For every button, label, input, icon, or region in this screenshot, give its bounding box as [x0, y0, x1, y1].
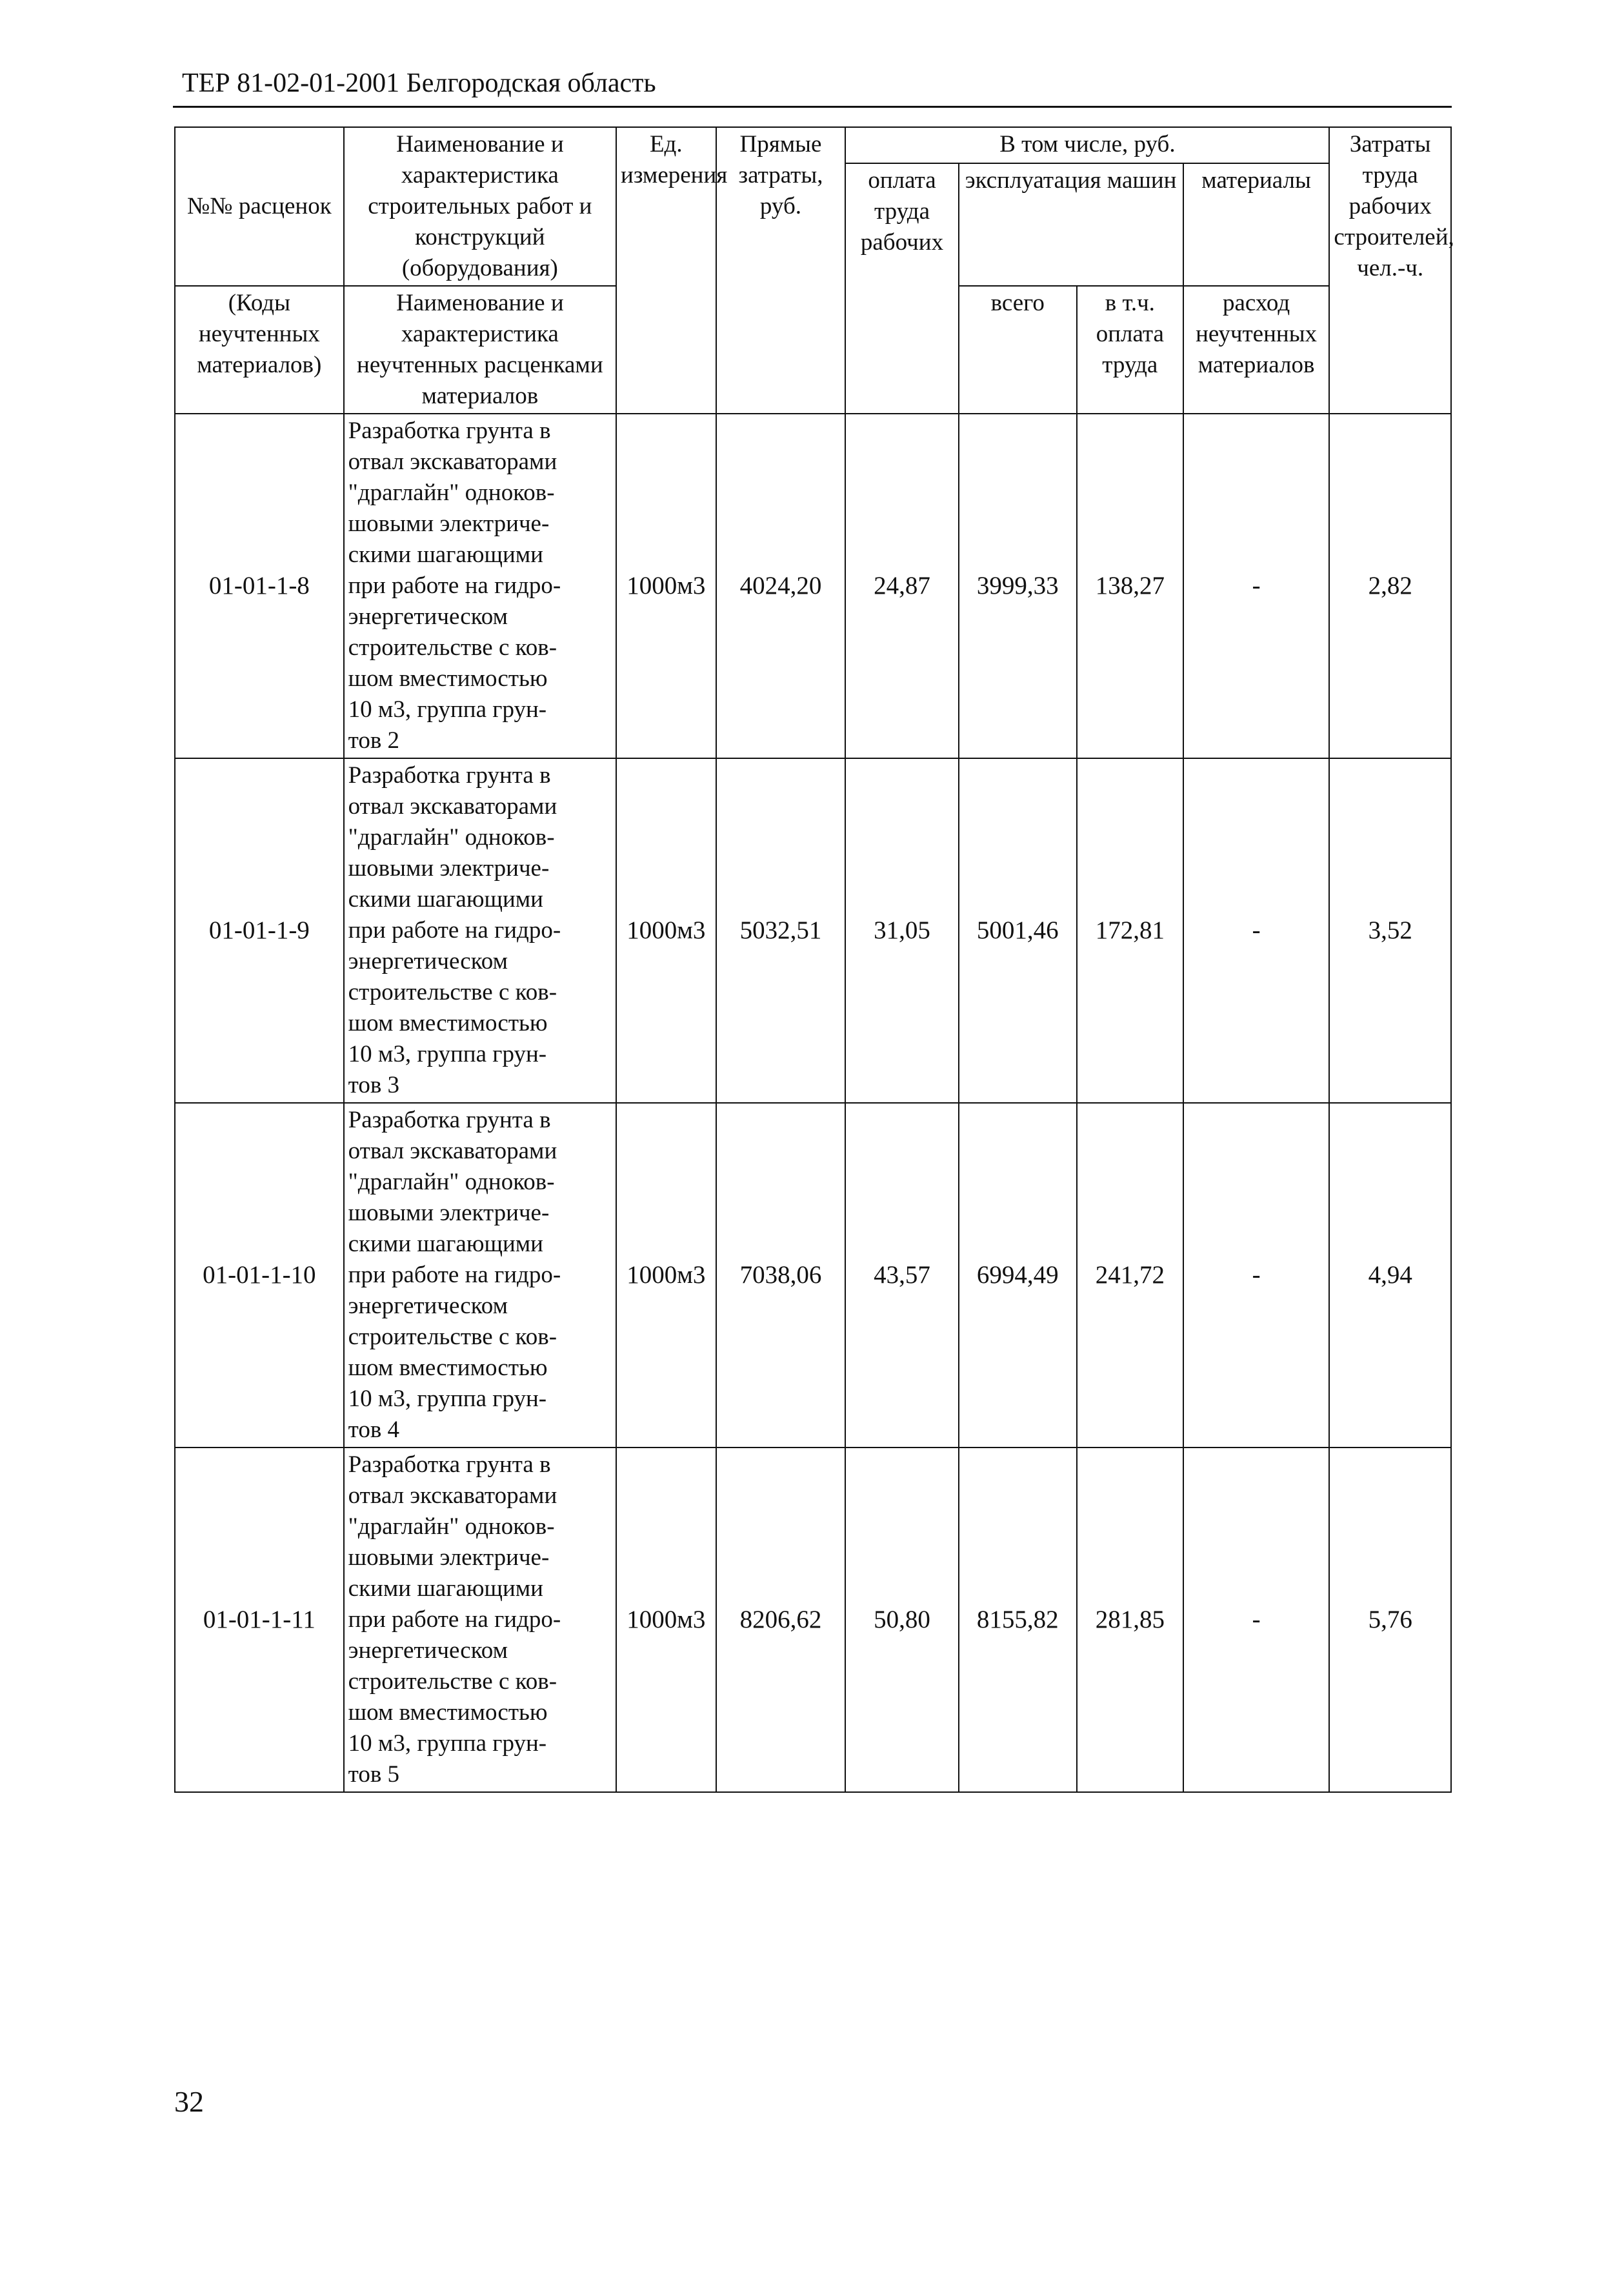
description-line: скими шагающими	[348, 886, 543, 913]
direct-costs-cell: 7038,06	[716, 1103, 846, 1448]
document-header: ТЕР 81-02-01-2001 Белгородская область	[182, 68, 656, 98]
rate-code: 01-01-1-11	[175, 1448, 344, 1792]
table-row	[175, 414, 1451, 758]
description-line: Разработка грунта в	[348, 1107, 551, 1133]
unit-cell: 1000м3	[616, 758, 716, 1103]
header-rule	[173, 106, 1452, 108]
description-line: шовыми электриче-	[348, 1200, 550, 1226]
materials-cell: -	[1183, 1103, 1330, 1448]
description-line: энергетическом	[348, 1293, 508, 1319]
description-line: "драглайн" одноков-	[348, 824, 555, 851]
direct-costs-cell: 4024,20	[716, 414, 846, 758]
machines-labor-cell: 138,27	[1077, 414, 1183, 758]
description-line: при работе на гидро-	[348, 1262, 561, 1288]
table-row	[175, 1448, 1451, 1792]
header-materials-unaccounted: расход неучтенных материалов	[1183, 286, 1330, 414]
table-header	[175, 127, 1454, 414]
labor-pay-cell: 43,57	[845, 1103, 958, 1448]
header-code: №№ расценок	[175, 127, 344, 286]
description-line: Разработка грунта в	[348, 418, 551, 444]
description-line: 10 м3, группа грун-	[348, 696, 547, 723]
description-line: 10 м3, группа грун-	[348, 1730, 547, 1757]
description-line: строительстве с ков-	[348, 1668, 557, 1695]
table-row	[175, 758, 1451, 1103]
rates-table	[174, 126, 1452, 1793]
description-line: строительстве с ков-	[348, 1324, 557, 1350]
description-line: тов 5	[348, 1761, 400, 1788]
description-line: Разработка грунта в	[348, 1451, 551, 1478]
description-line: шовыми электриче-	[348, 510, 550, 537]
header-including: В том числе, руб.	[845, 127, 1329, 163]
labor-pay-cell: 24,87	[845, 414, 958, 758]
labor-hours-cell: 2,82	[1329, 414, 1451, 758]
machines-labor-cell: 281,85	[1077, 1448, 1183, 1792]
machines-total-cell: 8155,82	[959, 1448, 1077, 1792]
header-direct-costs: Прямые затраты, руб.	[716, 127, 846, 414]
description-line: при работе на гидро-	[348, 572, 561, 599]
description-line: "драглайн" одноков-	[348, 479, 555, 506]
description-line: энергетическом	[348, 948, 508, 974]
description-line: "драглайн" одноков-	[348, 1513, 555, 1540]
materials-cell: -	[1183, 1448, 1330, 1792]
description-line: шом вместимостью	[348, 1699, 548, 1726]
description-line: при работе на гидро-	[348, 1606, 561, 1633]
description-line: отвал экскаваторами	[348, 449, 557, 475]
labor-hours-cell: 5,76	[1329, 1448, 1451, 1792]
machines-total-cell: 3999,33	[959, 414, 1077, 758]
description-line: 10 м3, группа грун-	[348, 1041, 547, 1067]
description-line: шовыми электриче-	[348, 855, 550, 882]
rate-code: 01-01-1-10	[175, 1103, 344, 1448]
table-row	[175, 1103, 1451, 1448]
work-description	[344, 1103, 616, 1448]
header-labor-pay: оплата труда рабочих	[845, 163, 958, 414]
description-line: шовыми электриче-	[348, 1544, 550, 1571]
labor-hours-cell: 3,52	[1329, 758, 1451, 1103]
header-name-alt: Наименование и характеристика неучтенных расценками материалов	[344, 286, 616, 414]
description-line: Разработка грунта в	[348, 762, 551, 789]
table-body	[175, 414, 1451, 1792]
rate-code: 01-01-1-9	[175, 758, 344, 1103]
description-line: скими шагающими	[348, 1231, 543, 1257]
header-machines-labor: в т.ч. оплата труда	[1077, 286, 1183, 414]
description-line: "драглайн" одноков-	[348, 1169, 555, 1195]
materials-cell: -	[1183, 414, 1330, 758]
header-unit: Ед. измерения	[616, 127, 716, 414]
work-description	[344, 414, 616, 758]
labor-pay-cell: 50,80	[845, 1448, 958, 1792]
description-line: отвал экскаваторами	[348, 1482, 557, 1509]
rate-code: 01-01-1-8	[175, 414, 344, 758]
header-name: Наименование и характеристика строительных работ и конструкций (оборудования)	[344, 127, 616, 286]
header-labor-hours: Затраты труда рабочих строителей, чел.-ч.	[1329, 127, 1451, 414]
machines-total-cell: 5001,46	[959, 758, 1077, 1103]
description-line: скими шагающими	[348, 1575, 543, 1602]
machines-labor-cell: 241,72	[1077, 1103, 1183, 1448]
description-line: строительстве с ков-	[348, 979, 557, 1005]
direct-costs-cell: 8206,62	[716, 1448, 846, 1792]
description-line: строительстве с ков-	[348, 634, 557, 661]
header-machines-total: всего	[959, 286, 1077, 414]
page-number: 32	[174, 2085, 204, 2118]
machines-total-cell: 6994,49	[959, 1103, 1077, 1448]
header-code-alt: (Коды неучтенных материалов)	[175, 286, 344, 414]
machines-labor-cell: 172,81	[1077, 758, 1183, 1103]
unit-cell: 1000м3	[616, 1103, 716, 1448]
work-description	[344, 1448, 616, 1792]
description-line: отвал экскаваторами	[348, 793, 557, 820]
description-line: 10 м3, группа грун-	[348, 1386, 547, 1412]
materials-cell: -	[1183, 758, 1330, 1103]
description-line: при работе на гидро-	[348, 917, 561, 943]
description-line: тов 2	[348, 727, 400, 754]
labor-pay-cell: 31,05	[845, 758, 958, 1103]
description-line: тов 4	[348, 1417, 400, 1443]
description-line: энергетическом	[348, 1637, 508, 1664]
header-machines: эксплуатация машин	[959, 163, 1183, 286]
work-description	[344, 758, 616, 1103]
description-line: энергетическом	[348, 603, 508, 630]
direct-costs-cell: 5032,51	[716, 758, 846, 1103]
description-line: шом вместимостью	[348, 1355, 548, 1381]
description-line: скими шагающими	[348, 541, 543, 568]
description-line: тов 3	[348, 1072, 400, 1098]
description-line: отвал экскаваторами	[348, 1138, 557, 1164]
description-line: шом вместимостью	[348, 665, 548, 692]
unit-cell: 1000м3	[616, 1448, 716, 1792]
description-line: шом вместимостью	[348, 1010, 548, 1036]
header-materials: материалы	[1183, 163, 1330, 286]
labor-hours-cell: 4,94	[1329, 1103, 1451, 1448]
unit-cell: 1000м3	[616, 414, 716, 758]
